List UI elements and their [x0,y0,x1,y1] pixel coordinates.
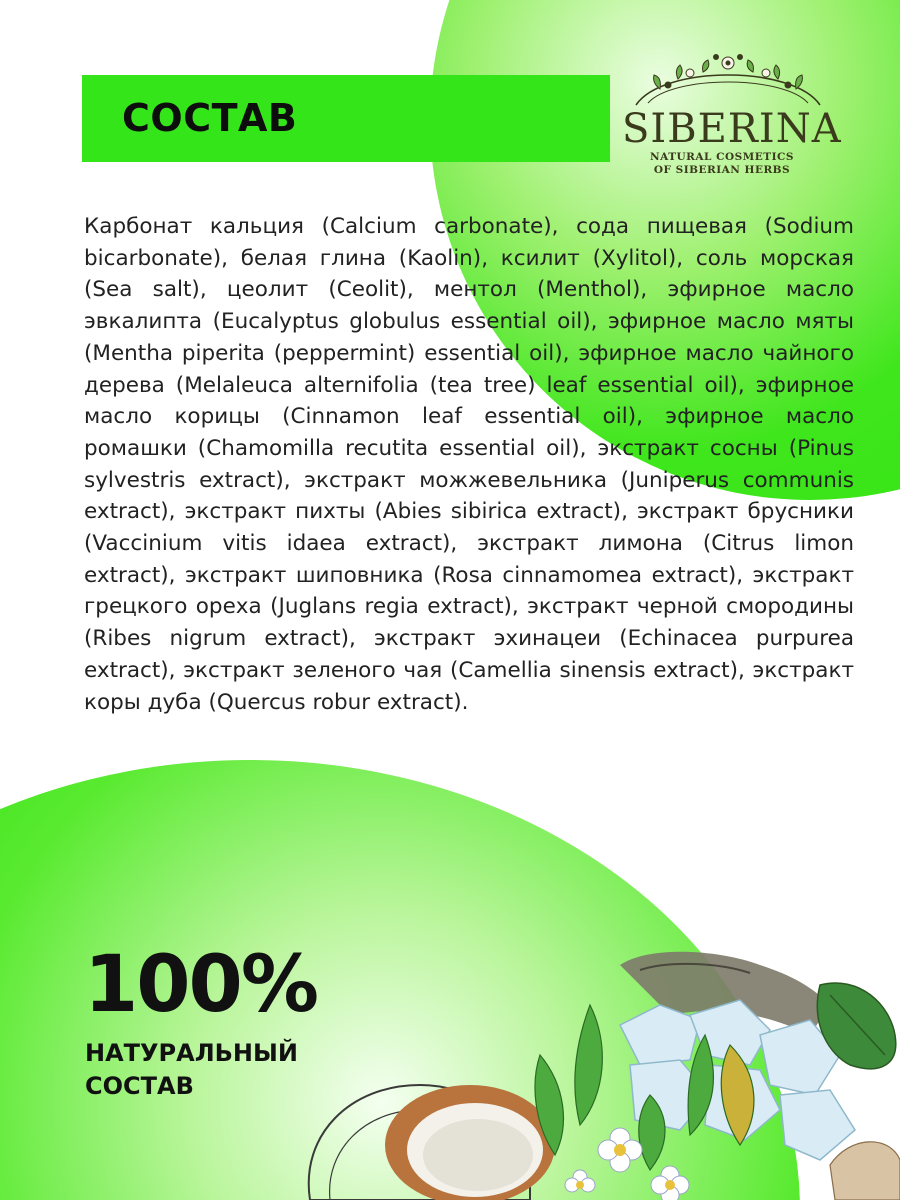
logo-subtitle-line1: NATURAL COSMETICS [650,151,794,163]
natural-percent: 100% [84,940,317,1030]
logo-name: SIBERINA [622,106,842,152]
logo-subtitle-line2: OF SIBERIAN HERBS [653,164,791,176]
natural-label-line1: НАТУРАЛЬНЫЙ [85,1039,298,1067]
natural-ingredients-illustration-icon [290,945,900,1200]
ingredients-text: Карбонат кальция (Calcium carbonate), сода пищевая (Sodium bicarbonate), белая глина (Kaolin), ксилит (Xylitol), соль морская (Sea salt), цеолит (Ceolit), ментол (Menthol), эфирное масло эвкалипта (Eucalyptus globulus essential oil), эфирное масло мяты (Mentha piperita (peppermint) essential oil), эфирное масло чайного дерева (Melaleuca alternifolia (tea tree) leaf essential oil), эфирное масло корицы (Cinnamon leaf essential oil), эфирное масло ромашки (Chamomilla recutita essential oil), экстракт сосны (Pinus sylvestris extract), экстракт можжевельника (Juniperus communis extract), экстракт пихты (Abies sibirica extract), экстракт брусники (Vaccinium vitis idaea extract), экстракт лимона (Citrus limon extract), экстракт шиповника (Rosa cinnamomea extract), экстракт грецкого ореха (Juglans regia extract), экстракт черной смородины (Ribes nigrum extract), экстракт эхинацеи (Echinacea purpurea extract), экстракт зеленого чая (Camellia sinensis extract), экстракт коры дуба (Quercus robur extract). [84,214,854,715]
page-title: СОСТАВ [122,96,298,140]
natural-label-line2: СОСТАВ [85,1072,194,1100]
